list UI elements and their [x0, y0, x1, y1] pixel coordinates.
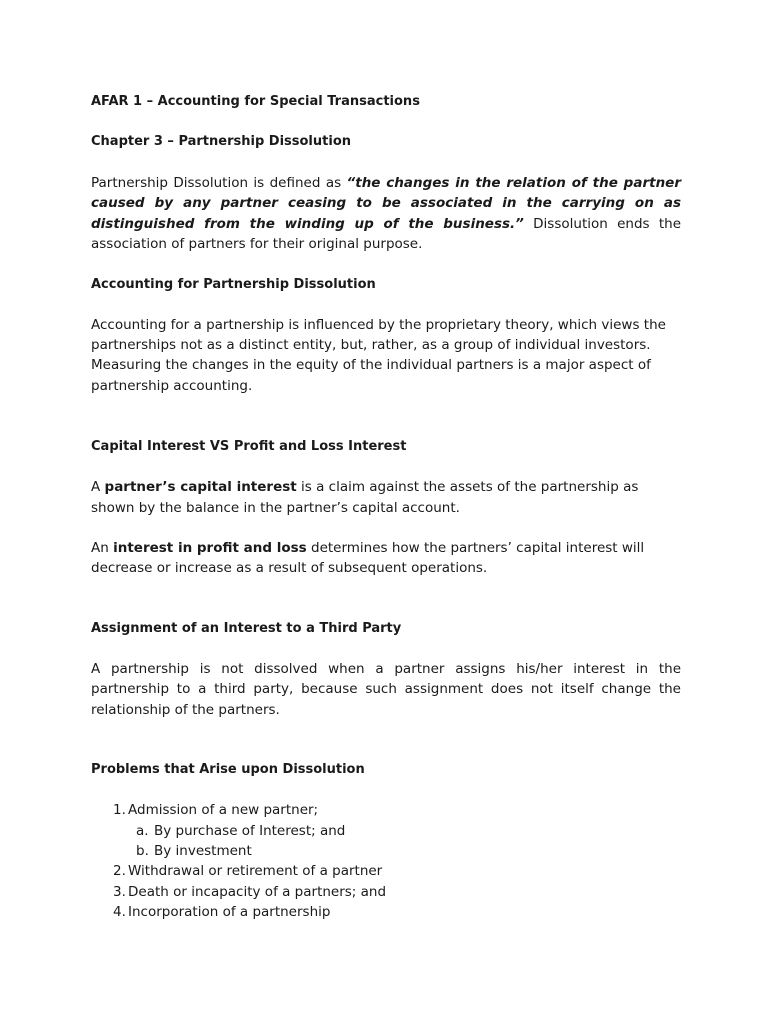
sublist-item-letter: b.	[136, 842, 149, 859]
capital-interest-lead: A	[91, 479, 105, 496]
capital-interest-paragraph	[91, 477, 681, 518]
accounting-paragraph: Accounting for a partnership is influenced by the proprietary theory, which views the partnerships not as a distinct entity, but, rather, as a group of individual investors. Measuring the changes in the equity of the individual partners is a major aspect of partnership accounting.	[91, 316, 666, 394]
sublist-item-letter: a.	[136, 822, 149, 839]
list-item-number: 1.	[113, 802, 126, 819]
assignment-paragraph: A partnership is not dissolved when a partner assigns his/her interest in the partnership to a third party, because such assignment does not itself change the relationship of the partners.	[91, 660, 681, 718]
list-item	[91, 800, 681, 820]
list-item-text: Admission of a new partner;	[128, 802, 319, 819]
profit-loss-tail: determines how the partners’ capital interest will decrease or increase as a result of subsequent operations.	[91, 540, 645, 577]
sublist-item-text: By purchase of Interest; and	[154, 822, 346, 839]
list-item	[91, 882, 681, 902]
definition-paragraph	[91, 173, 681, 255]
list-item-text: Incorporation of a partnership	[128, 904, 331, 921]
list-item-number: 3.	[113, 883, 126, 900]
admission-sublist	[91, 821, 681, 862]
chapter-title: Chapter 3 – Partnership Dissolution	[91, 134, 351, 149]
sublist-item	[91, 841, 681, 861]
list-item-text: Withdrawal or retirement of a partner	[128, 863, 383, 880]
accounting-heading: Accounting for Partnership Dissolution	[91, 276, 376, 292]
sublist-item	[91, 821, 681, 841]
document-page	[91, 92, 681, 923]
profit-loss-term: interest in profit and loss	[113, 540, 307, 557]
course-title: AFAR 1 – Accounting for Special Transactions	[91, 94, 420, 109]
definition-quote: “the changes in the relation of the partner caused by any partner ceasing to be associated in the carrying on as distinguished from the winding up of the business.”	[91, 175, 681, 232]
problems-heading: Problems that Arise upon Dissolution	[91, 762, 365, 778]
definition-tail: Dissolution ends the association of partners for their original purpose.	[91, 215, 681, 253]
assignment-heading: Assignment of an Interest to a Third Party	[91, 620, 402, 636]
profit-loss-lead: An	[91, 540, 114, 557]
capital-interest-term: partner’s capital interest	[104, 479, 297, 496]
sublist-item-text: By investment	[154, 842, 252, 859]
list-item-text: Death or incapacity of a partners; and	[128, 883, 387, 900]
interest-heading: Capital Interest VS Profit and Loss Interest	[91, 439, 407, 455]
problems-list-continued	[91, 861, 681, 922]
list-item	[91, 861, 681, 881]
problems-list	[91, 800, 681, 820]
profit-loss-paragraph	[91, 538, 681, 579]
capital-interest-tail: is a claim against the assets of the partnership as shown by the balance in the partner’s capital account.	[91, 479, 639, 516]
list-item-number: 2.	[113, 863, 126, 880]
list-item	[91, 902, 681, 922]
list-item-number: 4.	[113, 904, 126, 921]
definition-lead: Partnership Dissolution is defined as	[91, 175, 347, 191]
